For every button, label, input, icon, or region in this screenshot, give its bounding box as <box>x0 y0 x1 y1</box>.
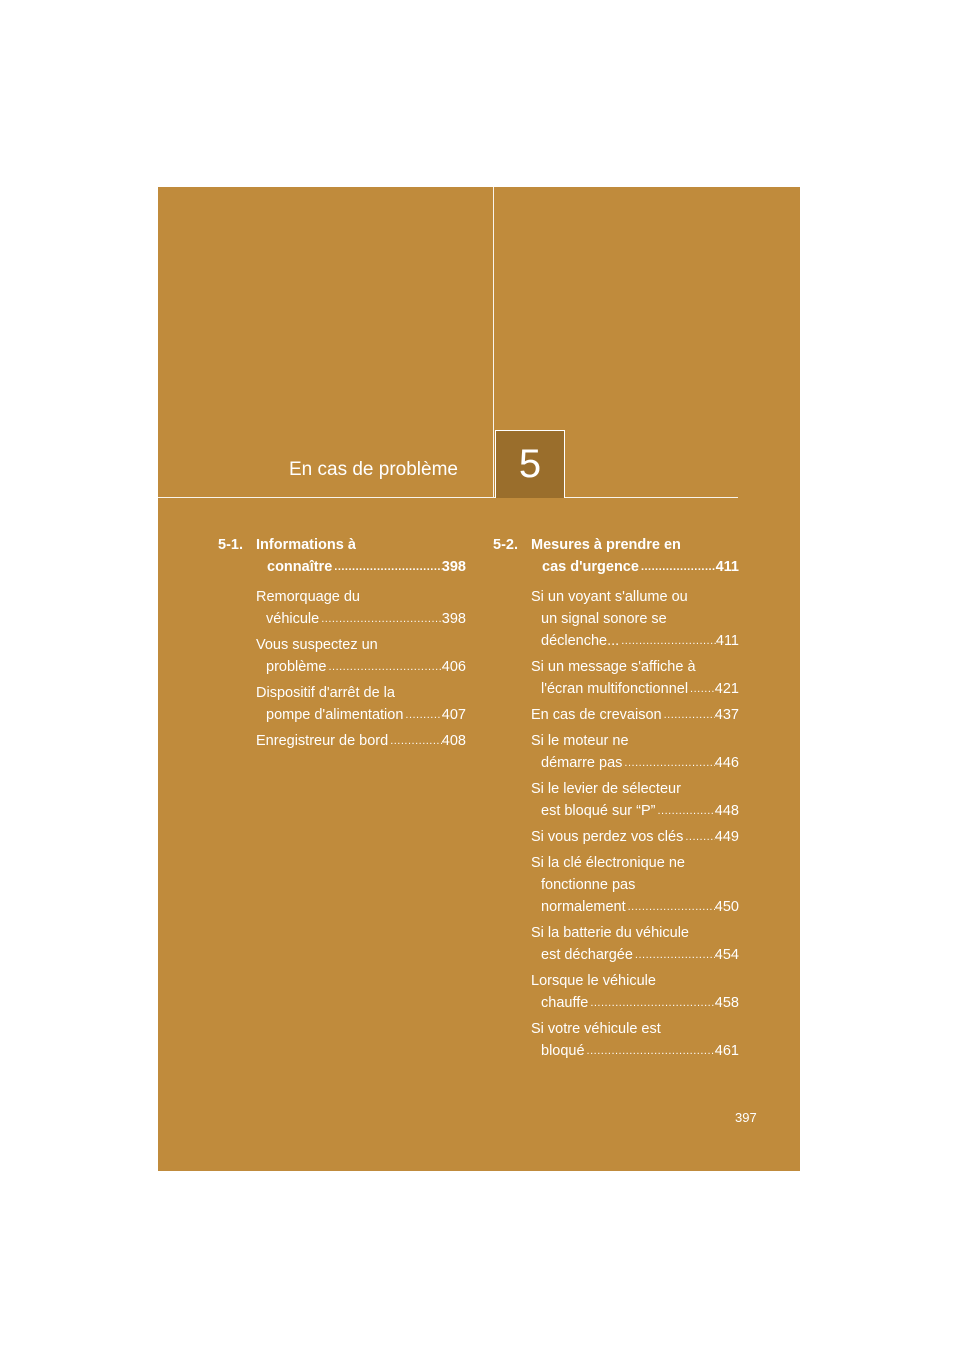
section-number: 5-2. <box>493 537 518 553</box>
toc-entry-text: est déchargée <box>541 947 633 963</box>
toc-entry-text: l'écran multifonctionnel <box>541 681 689 697</box>
toc-entry-line: Si le levier de sélecteur <box>531 781 681 797</box>
toc-entry-line: Lorsque le véhicule <box>531 973 656 989</box>
leader-dots <box>388 730 442 752</box>
toc-entry-page: 461 <box>714 1043 739 1059</box>
section-heading[interactable] <box>493 534 739 578</box>
toc-entry[interactable] <box>256 586 466 630</box>
leader-dots <box>326 656 441 678</box>
toc-entry-line: Dispositif d'arrêt de la <box>256 685 395 701</box>
toc-entry-line: Si la batterie du véhicule <box>531 925 689 941</box>
chapter-number: 5 <box>518 442 542 486</box>
page-number: 397 <box>735 1110 757 1125</box>
leader-dots <box>633 944 715 966</box>
leader-dots <box>403 704 441 726</box>
toc-entry-page: 454 <box>714 947 739 963</box>
toc-entry-line: Si votre véhicule est <box>531 1021 661 1037</box>
leader-dots <box>585 1040 715 1062</box>
toc-entry-last-line <box>256 730 466 752</box>
toc-entry-text: Enregistreur de bord <box>256 733 389 749</box>
toc-entry-last-line <box>531 752 739 774</box>
horizontal-divider <box>158 497 738 498</box>
toc-entry-text: démarre pas <box>541 755 623 771</box>
toc-entry-line: fonctionne pas <box>541 877 636 893</box>
leader-dots <box>619 630 716 652</box>
toc-column-2 <box>493 534 739 1066</box>
section-page: 398 <box>441 559 466 575</box>
toc-entry-last-line <box>531 992 739 1014</box>
leader-dots <box>683 826 714 848</box>
toc-entry[interactable] <box>531 778 739 822</box>
chapter-panel <box>158 187 800 1171</box>
toc-entry-last-line <box>256 608 466 630</box>
toc-entry-page: 406 <box>441 659 466 675</box>
toc-entry[interactable] <box>531 586 739 652</box>
toc-entry-page: 446 <box>714 755 739 771</box>
toc-entry-line: Si un voyant s'allume ou <box>531 589 688 605</box>
toc-entry-page: 398 <box>441 611 466 627</box>
section-heading[interactable] <box>218 534 466 578</box>
section-title-line2 <box>256 556 466 578</box>
toc-entry-page: 449 <box>714 829 739 845</box>
leader-dots <box>639 556 716 578</box>
toc-entry-last-line <box>256 656 466 678</box>
section-number: 5-1. <box>218 537 243 553</box>
toc-entry-text: véhicule <box>266 611 320 627</box>
toc-entry-page: 411 <box>715 633 739 649</box>
toc-entry-text: déclenche... <box>541 633 620 649</box>
toc-entry-last-line <box>531 826 739 848</box>
toc-entry-last-line <box>256 704 466 726</box>
toc-entry-last-line <box>531 1040 739 1062</box>
toc-entry-text: est bloqué sur “P” <box>541 803 656 819</box>
section-title-line2 <box>531 556 739 578</box>
toc-entry-page: 421 <box>714 681 739 697</box>
toc-entry-page: 450 <box>714 899 739 915</box>
toc-entry-text: problème <box>266 659 327 675</box>
leader-dots <box>319 608 442 630</box>
toc-column-1 <box>218 534 466 756</box>
leader-dots <box>626 896 715 918</box>
leader-dots <box>622 752 714 774</box>
toc-entry-text: Si vous perdez vos clés <box>531 829 684 845</box>
toc-entry-page: 448 <box>714 803 739 819</box>
toc-entry[interactable] <box>531 970 739 1014</box>
toc-entry-line: Vous suspectez un <box>256 637 378 653</box>
toc-entry-line: Remorquage du <box>256 589 360 605</box>
toc-entry[interactable] <box>256 730 466 752</box>
toc-entry-line: Si un message s'affiche à <box>531 659 696 675</box>
toc-entry-last-line <box>531 896 739 918</box>
chapter-title: En cas de problème <box>289 459 458 480</box>
toc-entry-line: Si la clé électronique ne <box>531 855 685 871</box>
toc-entry-last-line <box>531 944 739 966</box>
section-title-line1: Mesures à prendre en <box>531 537 681 553</box>
toc-entry-line: un signal sonore se <box>541 611 667 627</box>
toc-entry[interactable] <box>256 682 466 726</box>
chapter-number-tab <box>495 430 565 498</box>
toc-entry[interactable] <box>531 656 739 700</box>
leader-dots <box>662 704 715 726</box>
leader-dots <box>332 556 442 578</box>
toc-entry-last-line <box>531 678 739 700</box>
section-title-line1: Informations à <box>256 537 356 553</box>
toc-entry-page: 437 <box>714 707 739 723</box>
toc-entry-text: pompe d'alimentation <box>266 707 404 723</box>
leader-dots <box>655 800 714 822</box>
toc-entry-last-line <box>531 630 739 652</box>
section-title-text: connaître <box>267 559 333 575</box>
toc-entry-text: chauffe <box>541 995 589 1011</box>
section-page: 411 <box>715 559 739 575</box>
toc-entry[interactable] <box>531 1018 739 1062</box>
toc-entry-last-line <box>531 704 739 726</box>
toc-entry-text: normalement <box>541 899 626 915</box>
toc-entry[interactable] <box>531 826 739 848</box>
toc-entry[interactable] <box>531 704 739 726</box>
vertical-divider <box>493 187 494 497</box>
section-title-text: cas d'urgence <box>542 559 639 575</box>
toc-entry[interactable] <box>256 634 466 678</box>
toc-entry-last-line <box>531 800 739 822</box>
toc-entry[interactable] <box>531 730 739 774</box>
toc-entry-page: 458 <box>714 995 739 1011</box>
toc-entry-page: 407 <box>441 707 466 723</box>
toc-entry-page: 408 <box>441 733 466 749</box>
toc-entry[interactable] <box>531 852 739 918</box>
toc-entry-text: bloqué <box>541 1043 585 1059</box>
leader-dots <box>688 678 715 700</box>
leader-dots <box>588 992 714 1014</box>
toc-entry-line: Si le moteur ne <box>531 733 629 749</box>
toc-entry-text: En cas de crevaison <box>531 707 662 723</box>
toc-entry[interactable] <box>531 922 739 966</box>
